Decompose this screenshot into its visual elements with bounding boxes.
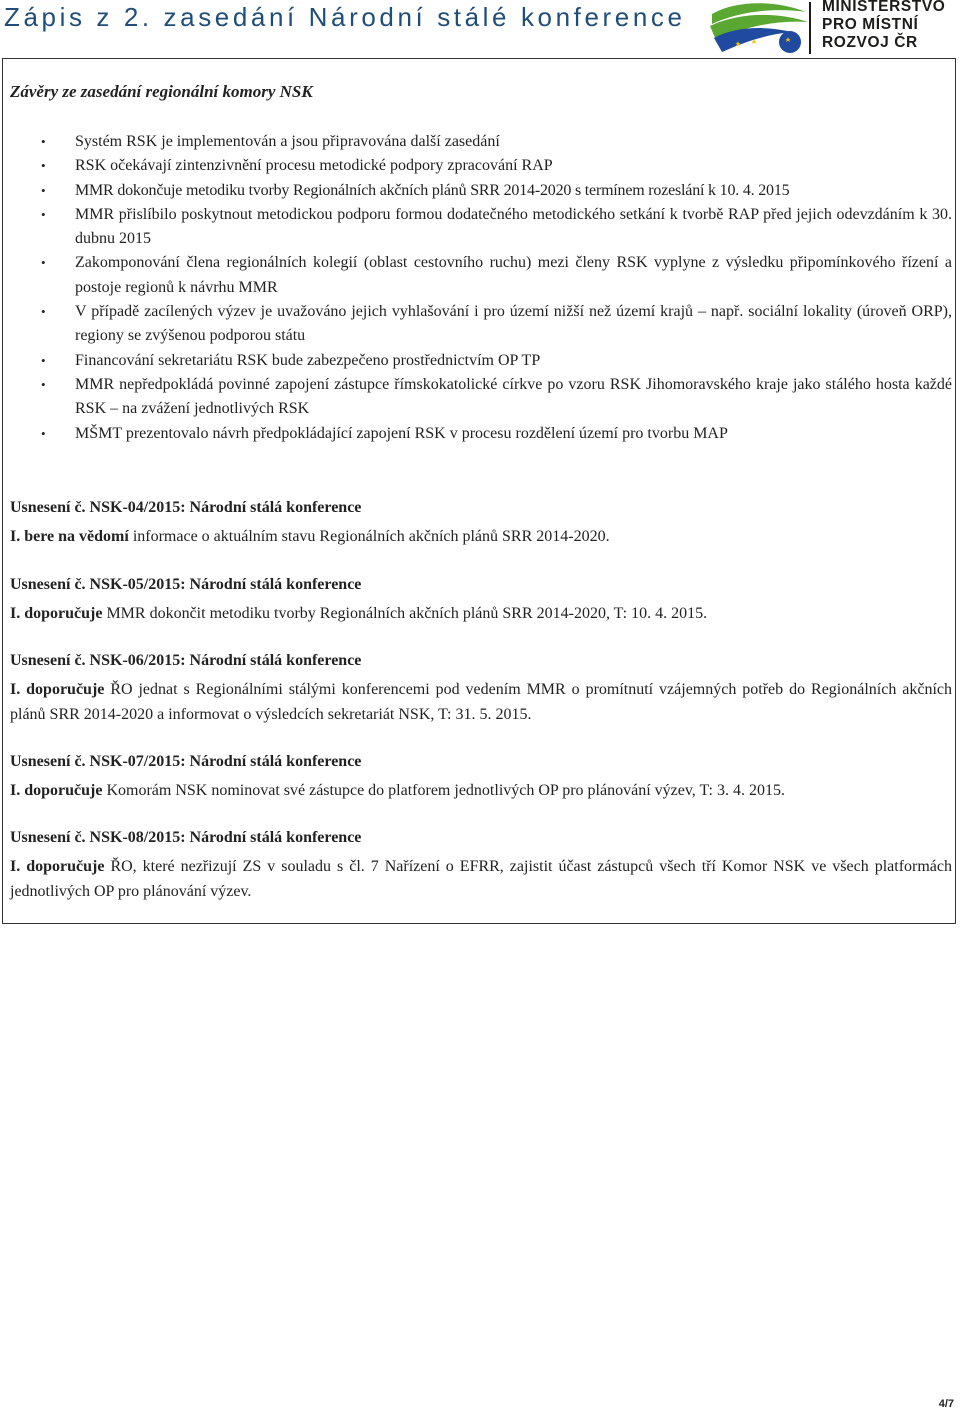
list-item: • MMR dokončuje metodiku tvorby Regionálních akčních plánů SRR 2014-2020 s termínem rozeslání k 10. 4. 2015 — [0, 179, 960, 203]
resolution-heading: Usnesení č. NSK-05/2015: Národní stálá konference — [10, 576, 362, 593]
resolution-body — [10, 778, 952, 803]
resolution-prefix: I. bere na vědomí — [10, 528, 129, 545]
resolution-nsk-06 — [10, 650, 952, 727]
list-item: • V případě zacílených výzev je uvažováno jejich vyhlašování i pro území nižší než území krajů – např. sociální lokality (úroveň ORP), regiony se zvýšenou podporou státu — [0, 300, 960, 349]
logo-line-2: PRO MÍSTNÍ — [822, 16, 919, 33]
logo-line-3: ROZVOJ ČR — [822, 34, 918, 51]
resolution-text: Komorám NSK nominovat své zástupce do platforem jednotlivých OP pro plánování výzev, T: 3. 4. 2015. — [106, 782, 785, 799]
resolution-text: MMR dokončit metodiku tvorby Regionálních akčních plánů SRR 2014-2020, T: 10. 4. 2015. — [106, 605, 708, 622]
resolution-text: ŘO, které nezřizují ZS v souladu s čl. 7 Nařízení o EFRR, zajistit účast zástupců všech tří Komor NSK ve všech platformách jednotlivých OP pro plánování výzev. — [10, 858, 953, 900]
resolution-text: ŘO jednat s Regionálními stálými konferencemi pod vedením MMR o promítnutí vzájemných potřeb do Regionálních akčních plánů SRR 2014-2020 a informovat o výsledcích sekretariát NSK, T: 31. 5. 2015. — [10, 681, 953, 723]
ministry-logo-emblem — [706, 2, 812, 54]
resolution-prefix: I. doporučuje — [10, 782, 103, 799]
logo-line-1: MINISTERSTVO — [822, 0, 946, 15]
logo-text — [822, 0, 945, 52]
resolution-nsk-07 — [10, 751, 952, 803]
resolution-heading: Usnesení č. NSK-06/2015: Národní stálá konference — [10, 652, 362, 669]
resolution-prefix: I. doporučuje — [10, 681, 105, 698]
resolution-heading: Usnesení č. NSK-08/2015: Národní stálá konference — [10, 829, 362, 846]
bullet-icon: • — [41, 376, 46, 392]
bullet-icon: • — [41, 158, 46, 174]
resolution-heading: Usnesení č. NSK-07/2015: Národní stálá konference — [10, 753, 362, 770]
resolution-nsk-05 — [10, 574, 952, 626]
resolution-nsk-04 — [10, 497, 952, 549]
bullet-icon: • — [41, 425, 46, 441]
logo-divider — [809, 2, 811, 54]
bullet-icon: • — [41, 182, 46, 198]
resolution-prefix: I. doporučuje — [10, 858, 105, 875]
resolution-nsk-08 — [10, 827, 952, 904]
resolution-prefix: I. doporučuje — [10, 605, 103, 622]
bullet-icon: • — [41, 304, 46, 320]
resolution-body — [10, 601, 952, 626]
list-item: • Zakomponování člena regionálních kolegií (oblast cestovního ruchu) mezi členy RSK vyplyne z výsledku připomínkového řízení a postoje regionů k návrhu MMR — [0, 251, 960, 300]
bullet-icon: • — [41, 134, 46, 149]
list-item: • MŠMT prezentovalo návrh předpokládající zapojení RSK v procesu rozdělení území pro tvorbu MAP — [0, 422, 960, 446]
resolution-body — [10, 854, 952, 904]
resolution-body — [10, 524, 952, 549]
resolution-body — [10, 677, 952, 727]
list-item: • RSK očekávají zintenzivnění procesu metodické podpory zpracování RAP — [0, 154, 960, 178]
bullet-icon: • — [41, 352, 46, 368]
conclusions-title: Závěry ze zasedání regionální komory NSK — [10, 82, 313, 101]
list-item: • MMR nepředpokládá povinné zapojení zástupce římskokatolické církve po vzoru RSK Jihomoravského kraje jako stálého hosta každé RSK – na zvážení jednotlivých RSK — [0, 373, 960, 422]
list-item: • Systém RSK je implementován a jsou připravována další zasedání — [0, 130, 960, 154]
resolution-text: informace o aktuálním stavu Regionálních akčních plánů SRR 2014-2020. — [132, 528, 610, 545]
document-title: Zápis z 2. zasedání Národní stálé konference — [4, 2, 686, 32]
page-number: 4/7 — [938, 1398, 954, 1410]
list-item: • Financování sekretariátu RSK bude zabezpečeno prostřednictvím OP TP — [0, 349, 960, 373]
bullet-icon: • — [41, 206, 46, 222]
conclusions-list — [0, 130, 960, 446]
resolution-heading: Usnesení č. NSK-04/2015: Národní stálá konference — [10, 499, 362, 516]
ministry-logo — [706, 0, 958, 56]
list-item: • MMR přislíbilo poskytnout metodickou podporu formou dodatečného metodického setkání k tvorbě RAP před jejich odevzdáním k 30. dubnu 2015 — [0, 203, 960, 252]
bullet-icon: • — [41, 255, 46, 271]
